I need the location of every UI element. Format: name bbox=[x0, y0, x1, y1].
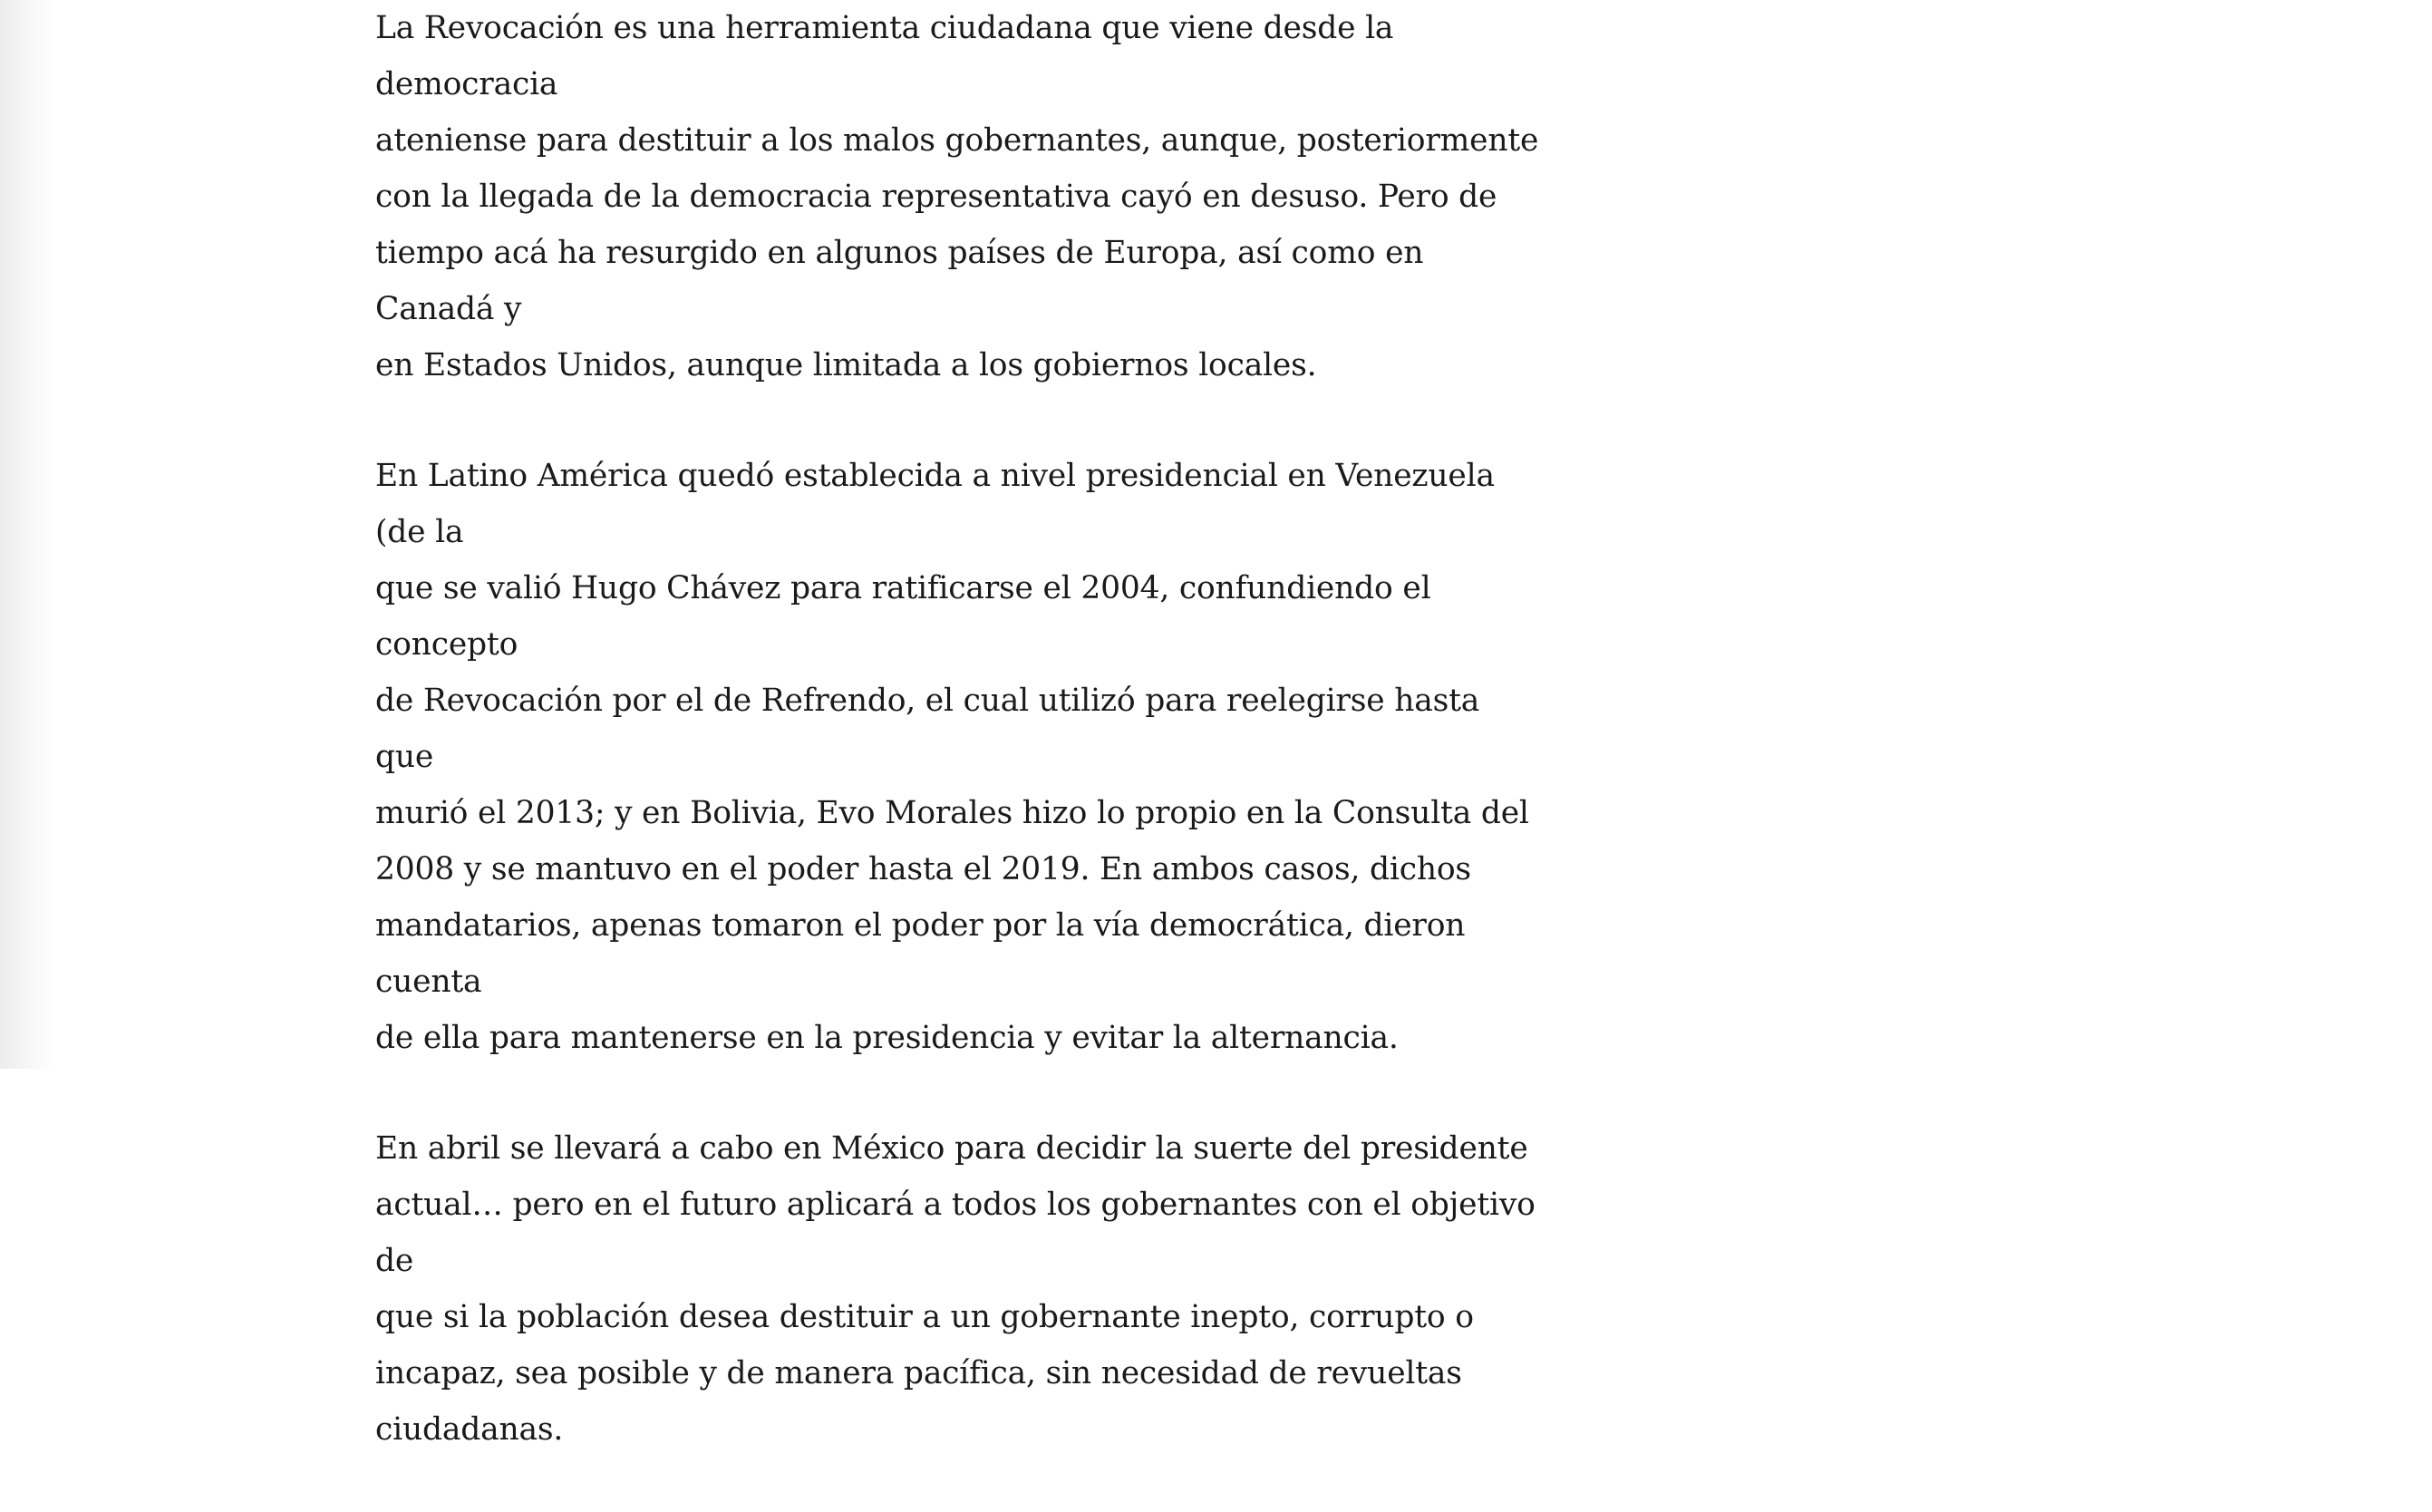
article-paragraph-3: En abril se llevará a cabo en México para decidir la suerte del presidente actual… pero en el futuro aplicará a todos los gobernantes con el objetivo de que si la población desea destituir a un gobernante inepto, corrupto o incapaz, sea posible y de manera pacífica, sin necesidad de revueltas ciudadanas. bbox=[375, 1130, 1536, 1448]
article-paragraph-1: La Revocación es una herramienta ciudadana que viene desde la democracia ateniense para destituir a los malos gobernantes, aunque, posteriormente con la llegada de la democracia representativa cayó en desuso. Pero de tiempo acá ha resurgido en algunos países de Europa, así como en Canadá y en Estados Unidos, aunque limitada a los gobiernos locales. bbox=[375, 10, 1539, 383]
left-gutter-shadow bbox=[0, 0, 54, 1069]
article-paragraph-2: En Latino América quedó establecida a nivel presidencial en Venezuela (de la que se valió Hugo Chávez para ratificarse el 2004, confundiendo el concepto de Revocación por el de Refrendo, el cual utilizó para reelegirse hasta que murió el 2013; y en Bolivia, Evo Morales hizo lo propio en la Consulta del 2008 y se mantuvo en el poder hasta el 2019. En ambos casos, dichos mandatarios, apenas tomaron el poder por la vía democrática, dieron cuenta de ella para mantenerse en la presidencia y evitar la alternancia. bbox=[375, 458, 1529, 1056]
article-body bbox=[375, 0, 1545, 1512]
